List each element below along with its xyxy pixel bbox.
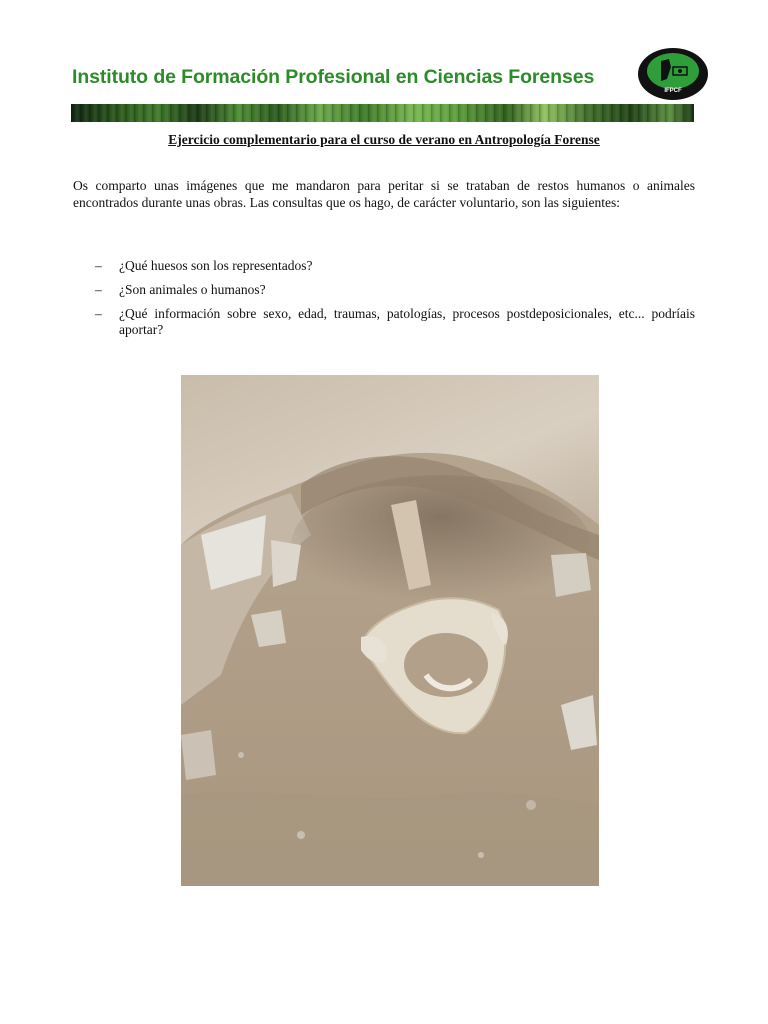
question-list [73, 258, 695, 346]
list-item [73, 258, 695, 274]
list-item [73, 282, 695, 298]
excavation-pelvis-image [181, 375, 599, 886]
header-title: Instituto de Formación Profesional en Ciencias Forenses [72, 66, 595, 88]
question-text: ¿Son animales o humanos? [119, 282, 266, 297]
bullet-dash: – [95, 282, 102, 297]
intro-paragraph: Os comparto unas imágenes que me mandaron para peritar si se trataban de restos humanos o animales encontrados durante unas obras. Las consultas que os hago, de carácter voluntario, son las siguientes: [73, 178, 695, 210]
excavation-photo [181, 375, 599, 886]
question-text: ¿Qué información sobre sexo, edad, traumas, patologías, procesos postdeposicionales, etc... podríais aportar? [119, 306, 695, 337]
bullet-dash: – [95, 258, 102, 273]
ifpcf-logo [637, 47, 709, 101]
list-item [73, 306, 695, 338]
header-banner [71, 104, 694, 122]
document-title: Ejercicio complementario para el curso de verano en Antropología Forense [168, 132, 600, 147]
logo-abbreviation: IFPCF [664, 88, 682, 94]
question-text: ¿Qué huesos son los representados? [119, 258, 313, 273]
bullet-dash: – [95, 306, 102, 321]
